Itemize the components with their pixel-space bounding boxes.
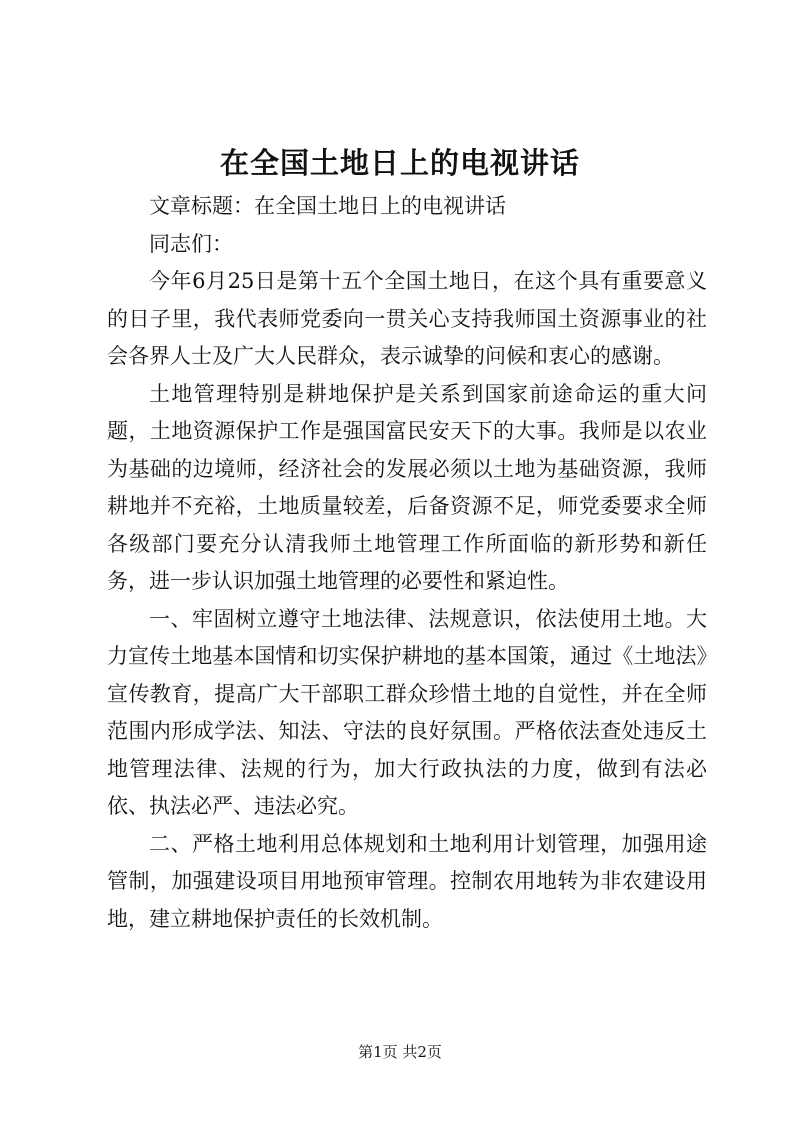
document-body	[107, 188, 707, 938]
paragraph: 一、牢固树立遵守土地法律、法规意识，依法使用土地。大力宣传土地基本国情和切实保护耕地的基本国策，通过《土地法》宣传教育，提高广大干部职工群众珍惜土地的自觉性，并在全师范围内形成学法、知法、守法的良好氛围。严格依法查处违反土地管理法律、法规的行为，加大行政执法的力度，做到有法必依、执法必严、违法必究。	[107, 606, 707, 818]
paragraph: 土地管理特别是耕地保护是关系到国家前途命运的重大问题，土地资源保护工作是强国富民安天下的大事。我师是以农业为基础的边境师，经济社会的发展必须以土地为基础资源，我师耕地并不充裕，土地质量较差，后备资源不足，师党委要求全师各级部门要充分认清我师土地管理工作所面临的新形势和新任务，进一步认识加强土地管理的必要性和紧迫性。	[107, 381, 707, 593]
article-title-line: 文章标题：在全国土地日上的电视讲话	[149, 194, 506, 218]
paragraph: 二、严格土地利用总体规划和土地利用计划管理，加强用途管制，加强建设项目用地预审管理。控制农用地转为非农建设用地，建立耕地保护责任的长效机制。	[107, 831, 707, 931]
page-footer: 第1页 共2页	[358, 1043, 442, 1061]
page-title: 在全国土地日上的电视讲话	[219, 146, 580, 180]
salutation: 同志们：	[149, 231, 233, 256]
paragraph: 今年6月25日是第十五个全国土地日，在这个具有重要意义的日子里，我代表师党委向一贯关心支持我师国土资源事业的社会各界人士及广大人民群众，表示诚挚的问候和衷心的感谢。	[107, 269, 707, 368]
